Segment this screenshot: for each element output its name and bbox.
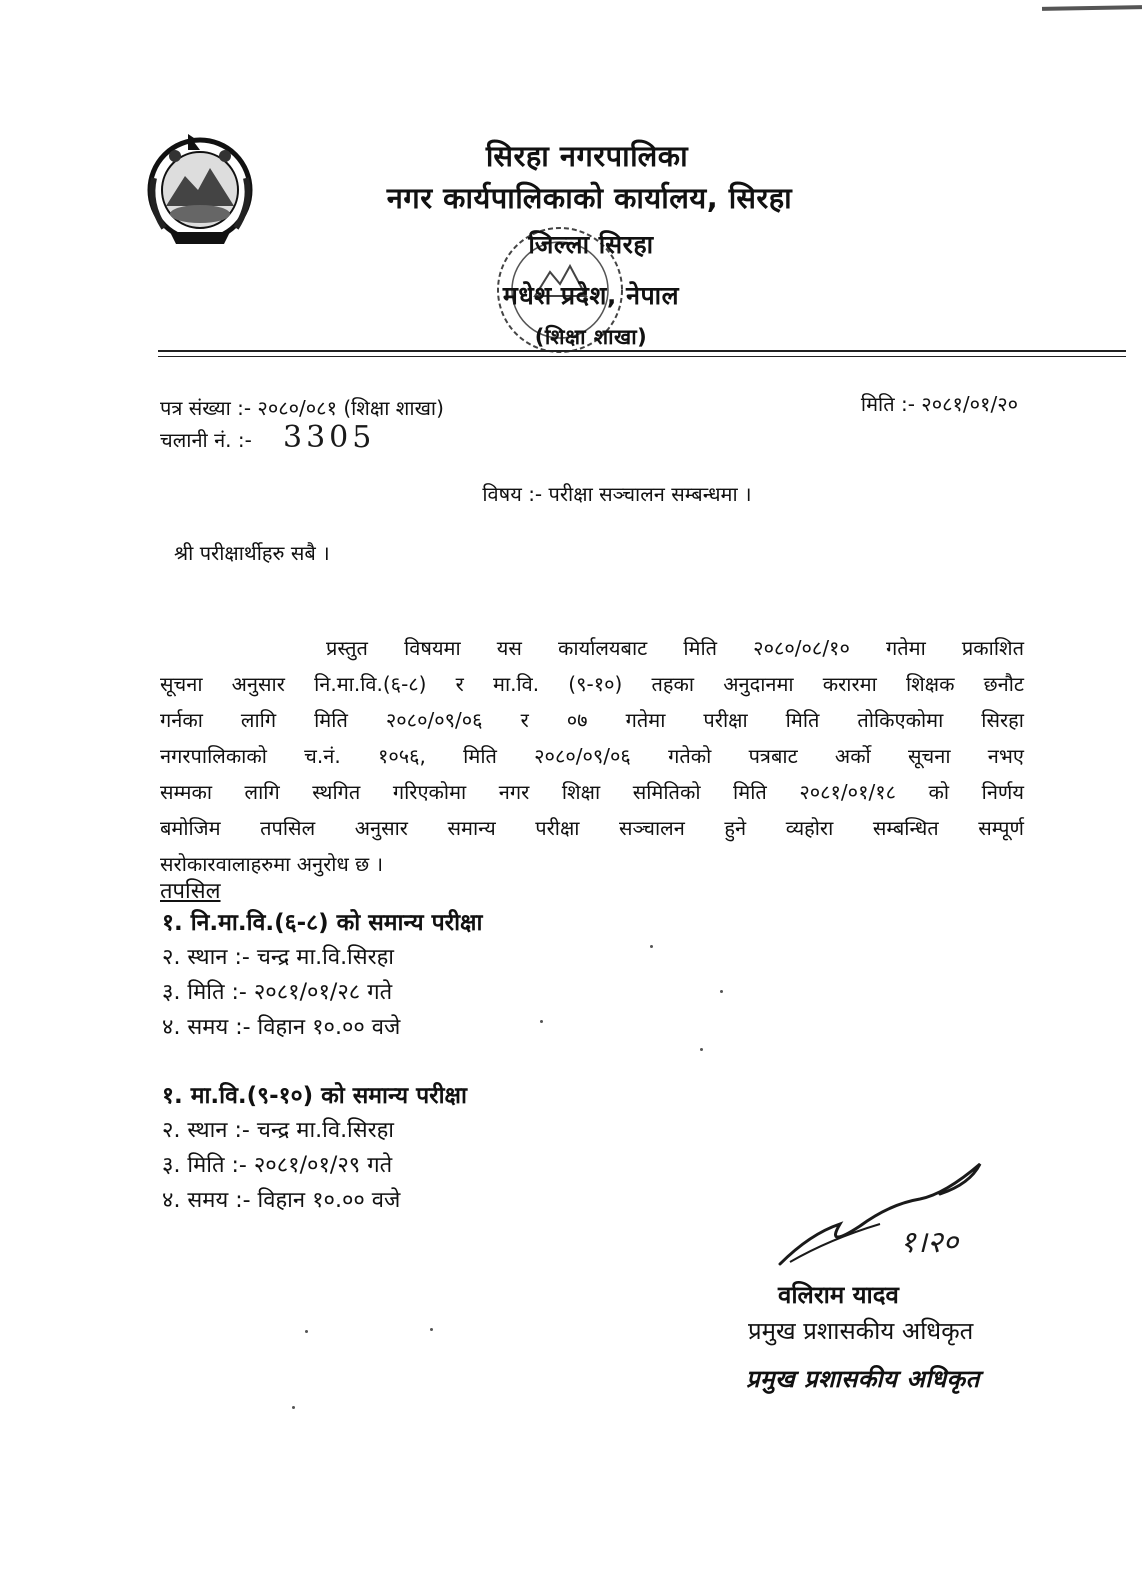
- signature-date: १।२०: [900, 1225, 959, 1260]
- letter-subject: विषय :- परीक्षा सञ्चालन सम्बन्धमा ।: [482, 482, 752, 506]
- body-line: सरोकारवालाहरुमा अनुरोध छ ।: [160, 852, 384, 876]
- body-line: सूचना अनुसार नि.मा.वि.(६-८) र मा.वि. (९-१०) तहका अनुदानमा करारमा शिक्षक छनौट: [160, 672, 1024, 696]
- district-line: जिल्ला सिरहा: [528, 230, 654, 259]
- office-name: सिरहा नगरपालिका: [485, 139, 689, 173]
- scan-speck: [650, 945, 653, 948]
- scan-speck: [720, 990, 723, 993]
- section-line: (शिक्षा शाखा): [534, 325, 648, 349]
- salutation: श्री परीक्षार्थीहरु सबै ।: [174, 541, 330, 565]
- body-line: सम्मका लागि स्थगित गरिएकोमा नगर शिक्षा समितिको मिति २०८१/०१/१८ को निर्णय: [160, 780, 1024, 804]
- signatory-name: वलिराम यादव: [778, 1281, 899, 1309]
- exam1-time: ४. समय :- विहान १०.०० वजे: [162, 1015, 401, 1040]
- body-line: बमोजिम तपसिल अनुसार समान्य परीक्षा सञ्चालन हुने व्यहोरा सम्बन्धित सम्पूर्ण: [160, 816, 1024, 840]
- scan-speck: [430, 1328, 433, 1331]
- body-paragraph: [160, 630, 1024, 882]
- header-divider: [158, 350, 1126, 352]
- exam1-title: १. नि.मा.वि.(६-८) को समान्य परीक्षा: [162, 910, 483, 936]
- exam1-date: ३. मिति :- २०८१/०१/२८ गते: [162, 980, 393, 1005]
- exam2-date: ३. मिति :- २०८१/०१/२९ गते: [162, 1153, 393, 1178]
- dispatch-label: चलानी नं. :-: [160, 428, 252, 452]
- province-line: मधेश प्रदेश, नेपाल: [502, 281, 680, 310]
- body-line: प्रस्तुत विषयमा यस कार्यालयबाट मिति २०८०/०८/१० गतेमा प्रकाशित: [326, 636, 1024, 660]
- body-line: नगरपालिकाको च.नं. १०५६, मिति २०८०/०९/०६ गतेको पत्रबाट अर्को सूचना नभए: [160, 744, 1024, 768]
- scan-speck: [700, 1048, 703, 1051]
- exam1-venue: २. स्थान :- चन्द्र मा.वि.सिरहा: [162, 945, 395, 970]
- scan-speck: [305, 1330, 308, 1333]
- details-heading: तपसिल: [160, 879, 221, 904]
- exam2-title: १. मा.वि.(९-१०) को समान्य परीक्षा: [162, 1083, 467, 1109]
- scan-speck: [540, 1020, 543, 1023]
- header-divider-thin: [158, 356, 1126, 357]
- signatory-title: प्रमुख प्रशासकीय अधिकृत: [748, 1317, 974, 1345]
- dispatch-number-handwritten: 3305: [283, 420, 376, 455]
- scan-edge-mark: [1042, 5, 1142, 11]
- body-line: गर्नका लागि मिति २०८०/०९/०६ र ०७ गतेमा परीक्षा मिति तोकिएकोमा सिरहा: [160, 708, 1024, 732]
- exam2-venue: २. स्थान :- चन्द्र मा.वि.सिरहा: [162, 1118, 395, 1143]
- office-subtitle: नगर कार्यपालिकाको कार्यालय, सिरहा: [386, 181, 793, 215]
- letter-date: मिति :- २०८१/०१/२०: [860, 392, 1018, 416]
- scan-speck: [292, 1406, 295, 1409]
- title-rubber-stamp: प्रमुख प्रशासकीय अधिकृत: [746, 1365, 980, 1393]
- exam2-time: ४. समय :- विहान १०.०० वजे: [162, 1188, 401, 1213]
- letter-reference-number: पत्र संख्या :- २०८०/०८१ (शिक्षा शाखा): [160, 396, 444, 420]
- handwritten-signature: [770, 1154, 1010, 1284]
